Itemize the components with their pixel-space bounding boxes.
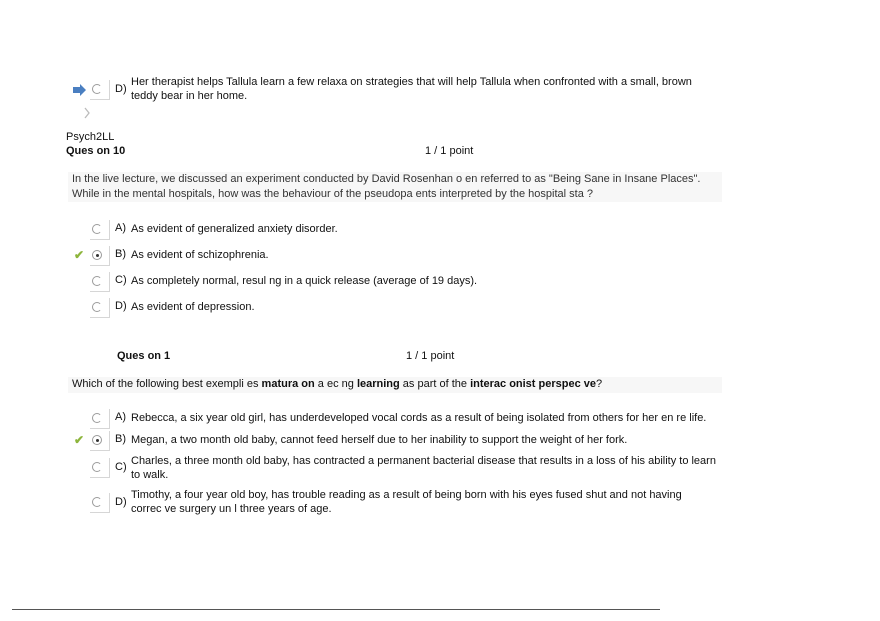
q11-option-a-letter: A): [115, 411, 126, 423]
q11-option-b-letter: B): [115, 433, 126, 445]
q10-radio-b[interactable]: [90, 246, 110, 266]
q11-prompt-part-2: matura on: [261, 378, 315, 390]
q10-option-d-text: As evident of depression.: [131, 301, 255, 313]
q10-option-d-letter: D): [115, 300, 127, 312]
q10-option-a-text: As evident of generalized anxiety disorder.: [131, 223, 338, 235]
q11-option-c-text: Charles, a three month old baby, has contracted a permanent bacterial disease that results in a loss of his ability to learn to walk.: [131, 455, 716, 481]
q10-radio-d[interactable]: [90, 298, 110, 318]
q11-score: 1 / 1 point: [406, 350, 455, 362]
q11-radio-b[interactable]: [90, 431, 110, 451]
q11-option-b-text: Megan, a two month old baby, cannot feed herself due to her inability to support the weight of her fork.: [131, 434, 628, 446]
q11-prompt: [68, 377, 722, 393]
q11-radio-d[interactable]: [90, 493, 110, 513]
arrow-icon: [73, 83, 86, 95]
q10-option-a-letter: A): [115, 222, 126, 234]
q11-prompt-part-4: learning: [356, 378, 400, 390]
q10-option-b-letter: B): [115, 248, 126, 260]
q11-option-a-text: Rebecca, a six year old girl, has underdeveloped vocal cords as a result of being isolated from others for her en re life.: [131, 412, 707, 424]
q11-prompt-part-6: interac onist perspec ve: [470, 378, 597, 390]
q9-option-d-letter: D): [115, 83, 127, 95]
q10-radio-a[interactable]: [90, 220, 110, 240]
q11-radio-a[interactable]: [90, 409, 110, 429]
check-icon: ✔: [74, 433, 85, 447]
q11-prompt-part-1: Which of the following best exempli es: [72, 378, 262, 390]
q11-radio-c[interactable]: [90, 458, 110, 478]
check-icon: ✔: [74, 248, 85, 262]
q11-prompt-part-5: as part of the: [399, 378, 471, 390]
q10-option-c-text: As completely normal, resul ng in a quick release (average of 19 days).: [131, 275, 478, 287]
q10-title: Ques on 10: [66, 145, 126, 157]
q10-prompt: In the live lecture, we discussed an experiment conducted by David Rosenhan o en referred to as "Being Sane in Insane Places". While in the mental hospitals, how was the behaviour of the pseudopa ents interpreted by the hospital sta ?: [68, 172, 722, 202]
q10-option-c-letter: C): [115, 274, 127, 286]
q11-prompt-part-7: ?: [596, 378, 603, 390]
q9-option-d-text: Her therapist helps Tallula learn a few relaxa on strategies that will help Tallula when confronted with a small, brown teddy bear in her home.: [131, 76, 692, 102]
q11-title: Ques on 1: [117, 350, 171, 362]
q10-radio-c[interactable]: [90, 272, 110, 292]
q11-option-c-letter: C): [115, 461, 127, 473]
q11-option-d-text: Timothy, a four year old boy, has trouble reading as a result of being born with his eyes fused shut and not having correc ve surgery un l three years of age.: [131, 489, 682, 515]
chevron-right-icon[interactable]: [83, 106, 91, 118]
q11-prompt-part-3: a ec ng: [314, 378, 357, 390]
q10-option-b-text: As evident of schizophrenia.: [131, 249, 269, 261]
page-divider: [12, 609, 660, 610]
q11-option-d-letter: D): [115, 496, 127, 508]
q9-radio-d[interactable]: [90, 80, 110, 100]
course-label: Psych2LL: [66, 131, 115, 143]
q10-score: 1 / 1 point: [425, 145, 474, 157]
